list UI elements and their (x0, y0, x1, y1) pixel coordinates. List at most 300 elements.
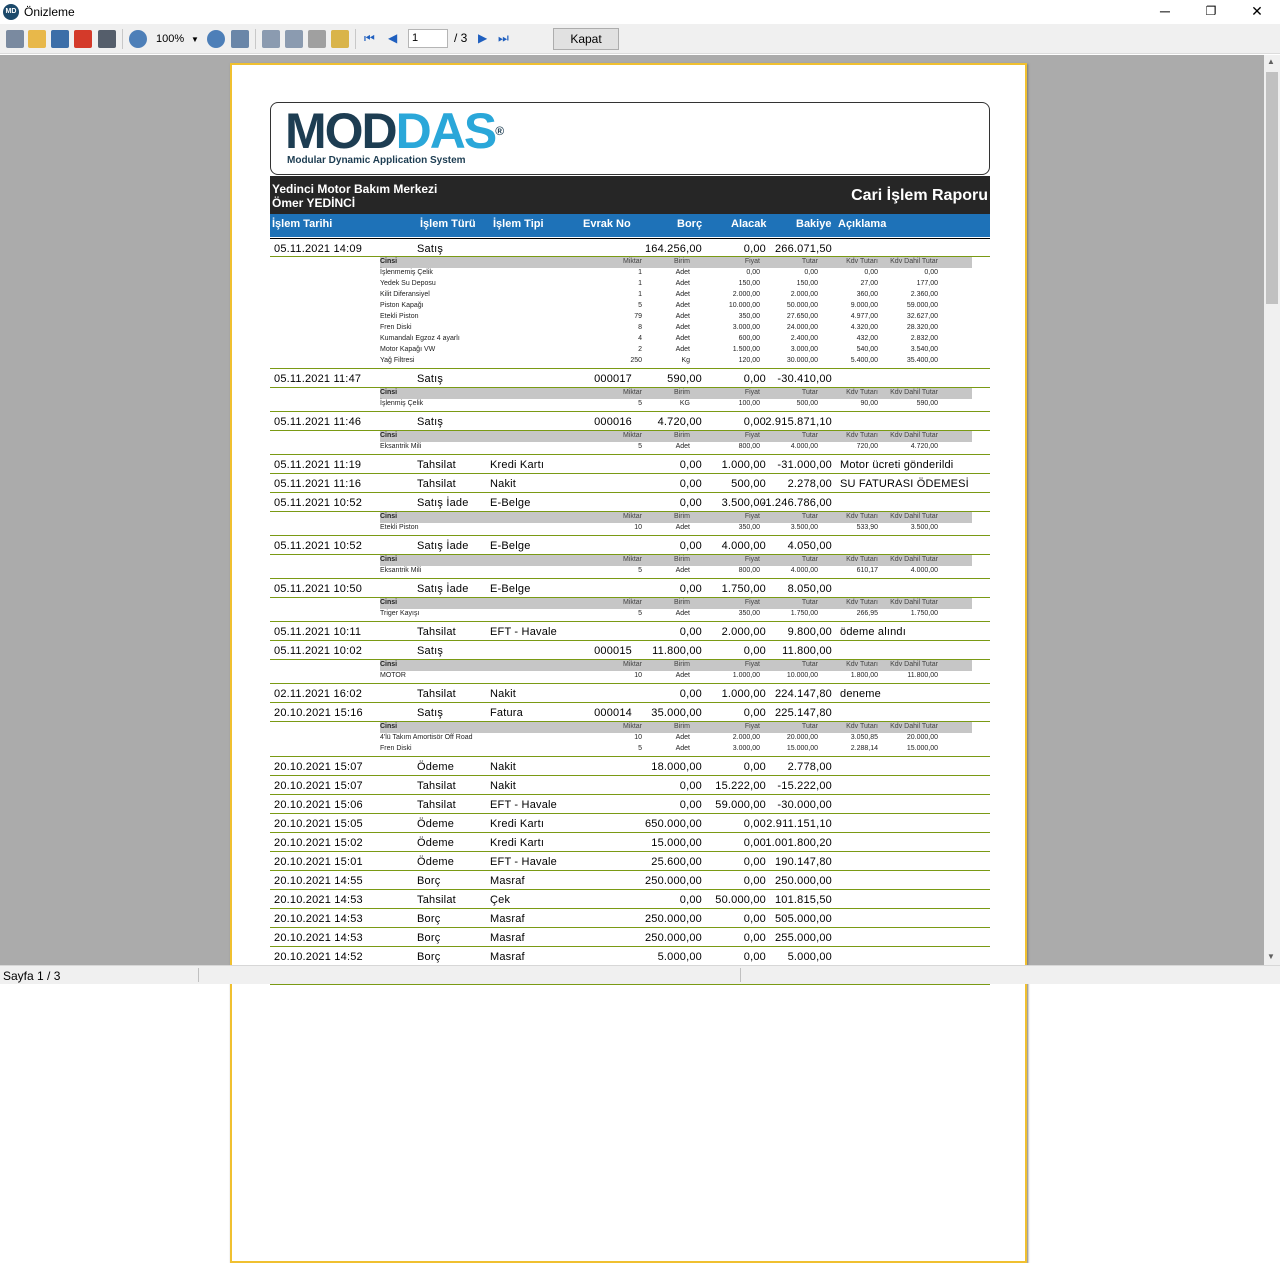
row-date: 05.11.2021 10:52 (274, 497, 363, 509)
row-subtype: Nakit (490, 761, 517, 773)
item-row (380, 609, 972, 620)
close-window-button[interactable]: ✕ (1251, 3, 1263, 19)
status-divider (198, 968, 199, 982)
item-cell: 27,00 (860, 280, 878, 287)
item-cell: 9.000,00 (850, 302, 878, 309)
report-title: Cari İşlem Raporu (851, 187, 988, 204)
item-row (380, 312, 972, 323)
item-col-header: Birim (674, 723, 690, 730)
row-credit: 0,00 (743, 875, 766, 887)
item-col-header: Birim (674, 661, 690, 668)
item-cell: 250 (630, 357, 642, 364)
row-date: 05.11.2021 11:16 (274, 478, 362, 490)
row-type: Satış (417, 243, 444, 255)
item-cell: 5 (638, 400, 642, 407)
col-description: Açıklama (838, 218, 887, 230)
item-cell: 360,00 (856, 291, 878, 298)
table-row (270, 871, 990, 890)
item-cell: Adet (675, 443, 690, 450)
item-cell: 3.050,85 (850, 734, 878, 741)
table-row (270, 776, 990, 795)
row-debit: 35.000,00 (651, 707, 702, 719)
row-debit: 0,00 (679, 459, 702, 471)
row-balance: 505.000,00 (774, 913, 832, 925)
item-cell: 8 (638, 324, 642, 331)
row-subtype: Kredi Kartı (490, 837, 545, 849)
item-col-header: Tutar (801, 599, 818, 606)
table-row (270, 238, 990, 257)
row-debit: 18.000,00 (651, 761, 702, 773)
row-balance: 2.778,00 (787, 761, 832, 773)
row-credit: 3.500,00 (721, 497, 766, 509)
item-col-header: Tutar (801, 258, 818, 265)
row-credit: 0,00 (743, 761, 766, 773)
row-date: 20.10.2021 15:02 (274, 837, 363, 849)
item-col-header: Cinsi (380, 599, 398, 606)
item-cell: KG (679, 400, 690, 407)
col-subtype: İşlem Tipi (493, 218, 544, 230)
row-subtype: E-Belge (490, 583, 531, 595)
row-type: Satış (417, 707, 444, 719)
row-debit: 650.000,00 (644, 818, 702, 830)
scroll-thumb[interactable] (1266, 72, 1278, 304)
table-row (270, 579, 990, 598)
item-col-header: Miktar (622, 723, 642, 730)
row-balance: 190.147,80 (774, 856, 832, 868)
item-cell: 3.000,00 (790, 346, 818, 353)
item-cell: Kilit Diferansiyel (380, 291, 430, 298)
status-divider (740, 968, 741, 982)
item-cell: 1.750,00 (910, 610, 938, 617)
item-cell: 3.500,00 (790, 524, 818, 531)
item-cell: 59.000,00 (906, 302, 938, 309)
item-cell: 11.800,00 (907, 672, 938, 679)
row-date: 20.10.2021 15:06 (274, 799, 363, 811)
row-date: 20.10.2021 14:53 (274, 894, 363, 906)
item-cell: Adet (675, 346, 690, 353)
row-debit: 164.256,00 (644, 243, 702, 255)
item-cell: 177,00 (916, 280, 938, 287)
report-page (230, 63, 1027, 1263)
item-cell: 20.000,00 (786, 734, 818, 741)
item-col-header: Birim (674, 556, 690, 563)
row-date: 20.10.2021 14:53 (274, 913, 363, 925)
item-cell: Yedek Su Deposu (380, 280, 436, 287)
item-header (380, 555, 972, 566)
item-col-header: Birim (674, 432, 690, 439)
logo-text-dark: MOD (285, 103, 396, 159)
item-row (380, 442, 972, 453)
item-cell: 15.000,00 (906, 745, 938, 752)
toolbar-separator (355, 29, 356, 49)
row-type: Tahsilat (417, 688, 456, 700)
row-date: 02.11.2021 16:02 (274, 688, 363, 700)
item-cell: 3.540,00 (910, 346, 938, 353)
row-debit: 0,00 (679, 780, 702, 792)
item-cell: 350,00 (738, 313, 760, 320)
item-cell: Adet (675, 610, 690, 617)
item-col-header: Cinsi (380, 389, 398, 396)
item-col-header: Miktar (622, 556, 642, 563)
minimize-button[interactable]: ─ (1160, 3, 1170, 19)
zoom-select[interactable] (152, 31, 200, 48)
vertical-scrollbar[interactable] (1264, 55, 1280, 965)
item-row (380, 290, 972, 301)
row-date: 20.10.2021 15:01 (274, 856, 363, 868)
table-row (270, 757, 990, 776)
item-cell: 5 (638, 302, 642, 309)
item-details (270, 660, 990, 684)
row-credit: 0,00 (743, 416, 766, 428)
item-cell: 79 (634, 313, 642, 320)
logo-reg: ® (495, 124, 503, 138)
row-debit: 25.600,00 (651, 856, 702, 868)
item-cell: Yağ Filtresi (380, 357, 415, 364)
row-credit: 2.000,00 (721, 626, 766, 638)
item-col-header: Tutar (801, 661, 818, 668)
table-row (270, 795, 990, 814)
row-date: 20.10.2021 14:53 (274, 932, 363, 944)
item-row (380, 268, 972, 279)
row-type: Tahsilat (417, 799, 456, 811)
item-cell: 50.000,00 (786, 302, 818, 309)
row-doc: 000017 (594, 373, 632, 385)
item-cell: Piston Kapağı (380, 302, 424, 309)
item-cell: 150,00 (738, 280, 760, 287)
table-row (270, 412, 990, 431)
pdf-export-icon[interactable] (74, 30, 92, 48)
row-balance: -30.000,00 (777, 799, 832, 811)
row-date: 20.10.2021 15:16 (274, 707, 363, 719)
item-header (380, 722, 972, 733)
column-header (270, 214, 990, 237)
multi-page-icon[interactable] (285, 30, 303, 48)
item-row (380, 279, 972, 290)
row-type: Tahsilat (417, 459, 456, 471)
item-cell: 30.000,00 (786, 357, 818, 364)
find-icon[interactable] (98, 30, 116, 48)
row-date: 05.11.2021 11:19 (274, 459, 362, 471)
row-balance: 225.147,80 (774, 707, 832, 719)
zoom-out-icon[interactable] (207, 30, 225, 48)
item-col-header: Kdv Dahil Tutar (890, 432, 938, 439)
person-name: Ömer YEDİNCİ (272, 196, 356, 210)
item-details (270, 257, 990, 369)
row-credit: 0,00 (743, 951, 766, 963)
item-col-header: Kdv Tutarı (846, 661, 878, 668)
item-col-header: Miktar (622, 258, 642, 265)
row-credit: 50.000,00 (715, 894, 766, 906)
item-cell: 610,17 (856, 567, 878, 574)
item-cell: 3.000,00 (732, 745, 760, 752)
item-cell: 10 (634, 672, 642, 679)
item-cell: İşlenmemiş Çelik (380, 269, 433, 276)
item-col-header: Birim (674, 513, 690, 520)
item-col-header: Fiyat (744, 258, 760, 265)
open-folder-icon[interactable] (28, 30, 46, 48)
table-row (270, 703, 990, 722)
row-credit: 500,00 (731, 478, 766, 490)
item-col-header: Cinsi (380, 513, 398, 520)
row-debit: 0,00 (679, 799, 702, 811)
row-balance: 250.000,00 (774, 875, 832, 887)
save-icon[interactable] (51, 30, 69, 48)
row-subtype: Masraf (490, 913, 525, 925)
item-cell: 90,00 (860, 400, 878, 407)
row-credit: 0,00 (743, 707, 766, 719)
row-debit: 0,00 (679, 497, 702, 509)
single-page-icon[interactable] (262, 30, 280, 48)
item-cell: 432,00 (856, 335, 878, 342)
item-cell: 5.400,00 (850, 357, 878, 364)
scroll-down-icon[interactable]: ▼ (1267, 952, 1275, 961)
row-type: Satış İade (417, 497, 469, 509)
row-type: Tahsilat (417, 626, 456, 638)
item-cell: 4.000,00 (910, 567, 938, 574)
item-cell: 2.832,00 (910, 335, 938, 342)
item-cell: Kg (681, 357, 690, 364)
row-credit: 4.000,00 (721, 540, 766, 552)
row-subtype: EFT - Havale (490, 856, 557, 868)
item-row (380, 301, 972, 312)
item-cell: 2.360,00 (910, 291, 938, 298)
item-row (380, 566, 972, 577)
item-cell: Adet (675, 335, 690, 342)
item-cell: 28.320,00 (906, 324, 938, 331)
first-page-icon[interactable]: ⏮ (364, 31, 375, 45)
row-subtype: Fatura (490, 707, 523, 719)
item-cell: 800,00 (738, 567, 760, 574)
item-col-header: Tutar (801, 556, 818, 563)
table-row (270, 536, 990, 555)
item-header (380, 431, 972, 442)
previous-page-icon[interactable]: ◀ (388, 31, 398, 45)
row-subtype: Masraf (490, 951, 525, 963)
row-subtype: Nakit (490, 780, 517, 792)
row-type: Satış (417, 416, 444, 428)
item-cell: 20.000,00 (906, 734, 938, 741)
item-details (270, 722, 990, 757)
item-cell: 5 (638, 610, 642, 617)
row-subtype: Masraf (490, 932, 525, 944)
table-row (270, 947, 990, 966)
row-debit: 11.800,00 (652, 645, 702, 657)
row-credit: 0,00 (743, 932, 766, 944)
item-col-header: Kdv Tutarı (846, 389, 878, 396)
item-col-header: Birim (674, 599, 690, 606)
row-type: Satış (417, 373, 444, 385)
row-doc: 000014 (594, 707, 632, 719)
item-cell: Eksantrik Mili (380, 567, 422, 574)
row-credit: 1.000,00 (721, 459, 766, 471)
item-cell: 0,00 (864, 269, 878, 276)
row-debit: 0,00 (679, 478, 702, 490)
item-cell: Adet (675, 734, 690, 741)
item-cell: 1 (638, 280, 642, 287)
page-number-input[interactable]: 1 (408, 29, 448, 48)
app-icon: MD (3, 4, 19, 20)
row-type: Tahsilat (417, 894, 456, 906)
row-subtype: Nakit (490, 688, 517, 700)
item-cell: 1 (638, 291, 642, 298)
row-balance: 2.911.151,10 (766, 818, 832, 830)
row-date: 05.11.2021 14:09 (274, 243, 363, 255)
item-cell: Adet (675, 567, 690, 574)
col-date: İşlem Tarihi (272, 218, 333, 230)
item-col-header: Cinsi (380, 432, 398, 439)
item-cell: Adet (675, 302, 690, 309)
zoom-in-icon[interactable] (129, 30, 147, 48)
row-credit: 1.000,00 (721, 688, 766, 700)
item-cell: 3.000,00 (732, 324, 760, 331)
row-debit: 15.000,00 (651, 837, 702, 849)
row-subtype: Masraf (490, 875, 525, 887)
row-debit: 250.000,00 (644, 875, 702, 887)
item-cell: 5 (638, 567, 642, 574)
row-subtype: EFT - Havale (490, 799, 557, 811)
item-cell: Kumandalı Egzoz 4 ayarlı (380, 335, 460, 342)
item-col-header: Birim (674, 258, 690, 265)
row-credit: 0,00 (743, 856, 766, 868)
item-cell: 4 (638, 335, 642, 342)
item-col-header: Tutar (801, 513, 818, 520)
row-subtype: Kredi Kartı (490, 459, 545, 471)
item-col-header: Cinsi (380, 723, 398, 730)
row-balance: 9.800,00 (787, 626, 832, 638)
item-cell: 540,00 (856, 346, 878, 353)
item-col-header: Kdv Dahil Tutar (890, 723, 938, 730)
item-cell: 35.400,00 (906, 357, 938, 364)
item-cell: 2.400,00 (790, 335, 818, 342)
toolbar-separator (122, 29, 123, 49)
print-icon[interactable] (6, 30, 24, 48)
table-row (270, 493, 990, 512)
item-row (380, 323, 972, 334)
toolbar (0, 24, 1280, 54)
row-date: 20.10.2021 15:07 (274, 761, 363, 773)
status-bar (0, 965, 1280, 984)
fit-page-icon[interactable] (231, 30, 249, 48)
item-header (380, 598, 972, 609)
item-col-header: Tutar (801, 389, 818, 396)
item-col-header: Tutar (801, 432, 818, 439)
maximize-button[interactable]: ❐ (1205, 4, 1217, 18)
table-row (270, 369, 990, 388)
edit-icon[interactable] (331, 30, 349, 48)
row-type: Borç (417, 951, 441, 963)
item-cell: 3.500,00 (910, 524, 938, 531)
table-row (270, 622, 990, 641)
row-type: Ödeme (417, 856, 455, 868)
item-col-header: Kdv Dahil Tutar (890, 661, 938, 668)
row-subtype: Kredi Kartı (490, 818, 545, 830)
table-row (270, 909, 990, 928)
next-page-icon[interactable]: ▶ (478, 31, 488, 45)
item-col-header: Cinsi (380, 556, 398, 563)
item-col-header: Kdv Dahil Tutar (890, 389, 938, 396)
table-row (270, 641, 990, 660)
item-col-header: Kdv Tutarı (846, 258, 878, 265)
item-col-header: Miktar (622, 513, 642, 520)
item-cell: Adet (675, 324, 690, 331)
row-credit: 1.750,00 (721, 583, 766, 595)
item-cell: 2.000,00 (790, 291, 818, 298)
row-date: 20.10.2021 14:52 (274, 951, 363, 963)
row-description: deneme (840, 688, 881, 700)
item-cell: 4'lü Takım Amortisör Off Road (380, 734, 473, 741)
row-debit: 0,00 (679, 626, 702, 638)
item-col-header: Fiyat (744, 556, 760, 563)
col-credit: Alacak (731, 218, 767, 230)
table-row (270, 928, 990, 947)
item-row (380, 345, 972, 356)
row-type: Ödeme (417, 837, 455, 849)
item-cell: 100,00 (738, 400, 760, 407)
table-row (270, 684, 990, 703)
row-date: 05.11.2021 11:46 (274, 416, 362, 428)
row-type: Borç (417, 932, 441, 944)
scroll-up-icon[interactable]: ▲ (1267, 57, 1275, 66)
item-cell: Adet (675, 269, 690, 276)
row-date: 05.11.2021 10:50 (274, 583, 363, 595)
item-cell: 4.000,00 (790, 567, 818, 574)
item-col-header: Fiyat (744, 513, 760, 520)
item-cell: 350,00 (738, 610, 760, 617)
table-row (270, 833, 990, 852)
item-cell: 4.320,00 (850, 324, 878, 331)
item-header (380, 660, 972, 671)
last-page-icon[interactable]: ⏭ (498, 31, 509, 45)
table-row (270, 474, 990, 493)
item-cell: 1.000,00 (732, 672, 760, 679)
row-type: Ödeme (417, 818, 455, 830)
status-text: Sayfa 1 / 3 (3, 969, 61, 983)
row-description: Motor ücreti gönderildi (840, 459, 954, 471)
item-cell: MOTOR (380, 672, 406, 679)
row-debit: 0,00 (679, 894, 702, 906)
row-balance: 101.815,50 (774, 894, 832, 906)
row-balance: -15.222,00 (777, 780, 832, 792)
item-col-header: Kdv Tutarı (846, 513, 878, 520)
item-cell: 10.000,00 (728, 302, 760, 309)
row-debit: 0,00 (679, 540, 702, 552)
item-col-header: Kdv Tutarı (846, 432, 878, 439)
item-cell: 1.500,00 (732, 346, 760, 353)
item-cell: Etekli Piston (380, 313, 419, 320)
row-debit: 4.720,00 (657, 416, 702, 428)
item-col-header: Kdv Dahil Tutar (890, 513, 938, 520)
item-col-header: Fiyat (744, 432, 760, 439)
item-col-header: Cinsi (380, 661, 398, 668)
item-cell: 32.627,00 (906, 313, 938, 320)
preview-area[interactable] (0, 55, 1264, 965)
row-balance: 266.071,50 (774, 243, 832, 255)
item-cell: Adet (675, 313, 690, 320)
item-col-header: Kdv Dahil Tutar (890, 599, 938, 606)
col-doc: Evrak No (583, 218, 631, 230)
item-header (380, 257, 972, 268)
item-cell: 600,00 (738, 335, 760, 342)
item-cell: 120,00 (738, 357, 760, 364)
item-cell: Adet (675, 291, 690, 298)
item-row (380, 356, 972, 367)
row-balance: 5.000,00 (787, 951, 832, 963)
row-credit: 0,00 (743, 837, 766, 849)
chevron-down-icon: ▼ (191, 35, 199, 44)
close-preview-button[interactable]: Kapat (553, 28, 619, 50)
item-cell: 4.000,00 (790, 443, 818, 450)
settings-icon[interactable] (308, 30, 326, 48)
